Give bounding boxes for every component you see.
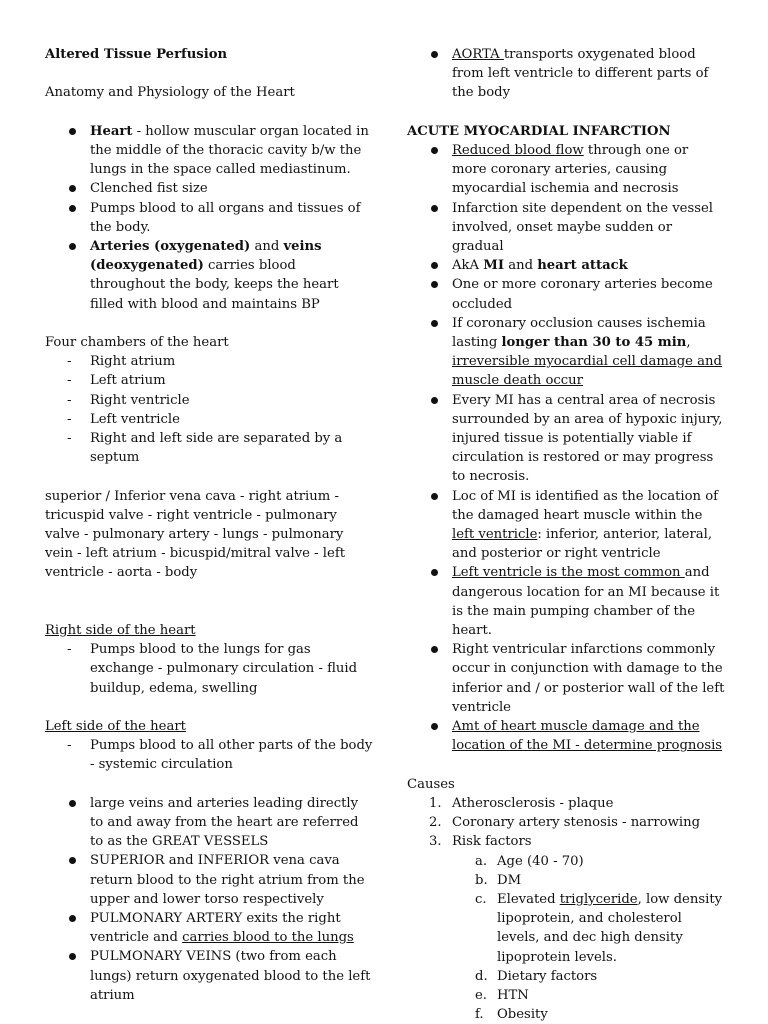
underlined-text: Amt of heart muscle damage and the location of the MI - determine prognosis bbox=[452, 719, 723, 754]
bold-text: longer than 30 to 45 min bbox=[501, 335, 687, 351]
bold-text: MI bbox=[483, 258, 505, 274]
list-item bbox=[45, 909, 375, 947]
chambers-list bbox=[45, 352, 375, 467]
text-run: , low density lipoprotein, and cholesterol levels, and dec high density lipoprotein levels. bbox=[497, 891, 723, 965]
list-item bbox=[407, 563, 725, 640]
list-item bbox=[407, 852, 725, 871]
bold-text: heart attack bbox=[537, 258, 628, 274]
text-run: PULMONARY VEINS (two from each lungs) return oxygenated blood to the left atrium bbox=[90, 949, 371, 1003]
list-number: 3. bbox=[429, 834, 442, 850]
list-item-text: Coronary artery stenosis - narrowing bbox=[452, 815, 701, 831]
bold-text: veins (deoxygenated) bbox=[90, 239, 322, 274]
list-item bbox=[407, 640, 725, 717]
right-side-heading: Right side of the heart bbox=[45, 623, 196, 639]
great-vessels-list bbox=[45, 794, 375, 1005]
text-run: large veins and arteries leading directly to and away from the heart are referred to as the GREAT VESSELS bbox=[90, 795, 359, 850]
list-item: - Right and left side are separated by a septum bbox=[45, 429, 375, 467]
text-run: Age (40 - 70) bbox=[497, 853, 584, 869]
list-letter: b. bbox=[475, 872, 488, 888]
list-item: - Right atrium bbox=[45, 352, 375, 371]
text-run: and bbox=[504, 258, 538, 274]
text-run: Infarction site dependent on the vessel involved, onset maybe sudden or gradual bbox=[452, 200, 714, 255]
text-run: Every MI has a central area of necrosis surrounded by an area of hypoxic injury, injured tissue is potentially viable if circulation is restored or may progress to necrosis. bbox=[452, 392, 723, 485]
text-run: Loc of MI is identified as the location of the damaged heart muscle within the bbox=[452, 488, 719, 523]
list-item bbox=[45, 851, 375, 909]
text-run: One or more coronary arteries become occluded bbox=[452, 277, 713, 312]
text-run: DM bbox=[497, 872, 522, 888]
text-run: SUPERIOR and INFERIOR vena cava return blood to the right atrium from the upper and lower torso respectively bbox=[90, 853, 365, 907]
list-letter: c. bbox=[475, 891, 487, 907]
text-run: HTN bbox=[497, 987, 529, 1003]
list-number: 2. bbox=[429, 815, 442, 831]
list-item: - Left atrium bbox=[45, 371, 375, 390]
text-run: and bbox=[250, 239, 284, 254]
list-item bbox=[407, 986, 725, 1005]
text-run: Pumps blood to all organs and tissues of the body. bbox=[90, 200, 361, 235]
list-item bbox=[407, 794, 725, 813]
text-run: Obesity bbox=[497, 1007, 548, 1023]
text-run: and dangerous location for an MI because it is the main pumping chamber of the heart. bbox=[452, 565, 720, 639]
list-item bbox=[407, 45, 725, 103]
text-run: Elevated bbox=[497, 891, 560, 907]
aorta-bullet-list bbox=[407, 45, 725, 103]
text-run: AkA bbox=[452, 258, 484, 274]
list-item bbox=[407, 967, 725, 986]
text-run: : inferior, anterior, lateral, and posterior or right ventricle bbox=[452, 527, 713, 562]
bold-text: Arteries (oxygenated) bbox=[90, 239, 251, 254]
underlined-text: Left ventricle is the most common bbox=[452, 565, 685, 581]
list-item: - Pumps blood to the lungs for gas exchange - pulmonary circulation - fluid buildup, edema, swelling bbox=[45, 640, 375, 698]
list-item bbox=[407, 890, 725, 967]
list-item bbox=[407, 717, 725, 755]
text-run: Clenched fist size bbox=[90, 181, 208, 197]
left-side-list bbox=[45, 736, 375, 774]
underlined-text: triglyceride bbox=[559, 891, 638, 907]
list-item bbox=[407, 813, 725, 832]
right-column bbox=[407, 45, 725, 1024]
chambers-heading: Four chambers of the heart bbox=[45, 335, 229, 350]
heart-bullet-list bbox=[45, 122, 375, 314]
underlined-text: carries blood to the lungs bbox=[182, 930, 354, 946]
text-run: transports oxygenated blood from left ventricle to different parts of the body bbox=[452, 47, 709, 101]
underlined-text: irreversible myocardial cell damage and muscle death occur bbox=[452, 354, 722, 389]
underlined-text: AORTA bbox=[452, 47, 504, 62]
text-run: through one or more coronary arteries, causing myocardial ischemia and necrosis bbox=[452, 143, 689, 197]
list-item bbox=[407, 256, 725, 275]
list-item bbox=[407, 871, 725, 890]
list-letter: e. bbox=[475, 987, 487, 1003]
list-item bbox=[407, 314, 725, 391]
underlined-text: Reduced blood flow bbox=[452, 143, 584, 158]
list-number: 1. bbox=[429, 795, 442, 811]
text-run: , bbox=[686, 335, 691, 351]
list-item: - Pumps blood to all other parts of the body - systemic circulation bbox=[45, 736, 375, 774]
list-item bbox=[45, 947, 375, 1005]
text-run: Dietary factors bbox=[497, 968, 598, 984]
text-run: Right ventricular infarctions commonly occur in conjunction with damage to the inferior and / or posterior wall of the left ventricle bbox=[452, 642, 725, 715]
anatomy-heading: Anatomy and Physiology of the Heart bbox=[45, 85, 295, 101]
underlined-text: left ventricle bbox=[452, 527, 538, 543]
list-item bbox=[407, 275, 725, 313]
list-item: - Right ventricle bbox=[45, 391, 375, 410]
causes-heading: Causes bbox=[407, 776, 455, 792]
list-item-text: Atherosclerosis - plaque bbox=[452, 795, 614, 811]
risk-factors-list bbox=[407, 852, 725, 1024]
list-item bbox=[45, 237, 375, 314]
list-item bbox=[407, 199, 725, 257]
list-item bbox=[407, 487, 725, 564]
left-column bbox=[45, 45, 375, 1005]
list-item bbox=[407, 391, 725, 487]
text-run: If coronary occlusion causes ischemia lasting bbox=[452, 315, 706, 351]
list-letter: f. bbox=[475, 1007, 484, 1023]
causes-list bbox=[407, 794, 725, 852]
right-side-list bbox=[45, 640, 375, 698]
bold-text: Heart bbox=[90, 123, 133, 139]
list-item bbox=[45, 794, 375, 852]
text-run: - hollow muscular organ located in the middle of the thoracic cavity b/w the lungs in the space called mediastinum. bbox=[90, 123, 369, 178]
list-letter: a. bbox=[475, 853, 488, 869]
list-item bbox=[407, 832, 725, 851]
ami-heading: ACUTE MYOCARDIAL INFARCTION bbox=[407, 123, 671, 139]
list-item-text: Risk factors bbox=[452, 834, 532, 850]
blood-flow-paragraph: superior / Inferior vena cava - right atrium - tricuspid valve - right ventricle - pulmonary valve - pulmonary artery - lungs - pulmonary vein - left atrium - bicuspid/mitral valve - left ventricle - aorta - body bbox=[45, 488, 345, 581]
list-item bbox=[45, 199, 375, 237]
list-item bbox=[407, 141, 725, 199]
text-run: carries blood throughout the body, keeps the heart filled with blood and maintains BP bbox=[90, 258, 339, 312]
list-item: - Left ventricle bbox=[45, 410, 375, 429]
left-side-heading: Left side of the heart bbox=[45, 719, 186, 735]
text-run: PULMONARY ARTERY exits the right ventricle and bbox=[90, 911, 341, 946]
list-item bbox=[45, 179, 375, 198]
page-title: Altered Tissue Perfusion bbox=[45, 47, 228, 62]
list-item bbox=[407, 1005, 725, 1024]
list-letter: d. bbox=[475, 968, 488, 984]
ami-bullet-list bbox=[407, 141, 725, 756]
list-item bbox=[45, 122, 375, 180]
